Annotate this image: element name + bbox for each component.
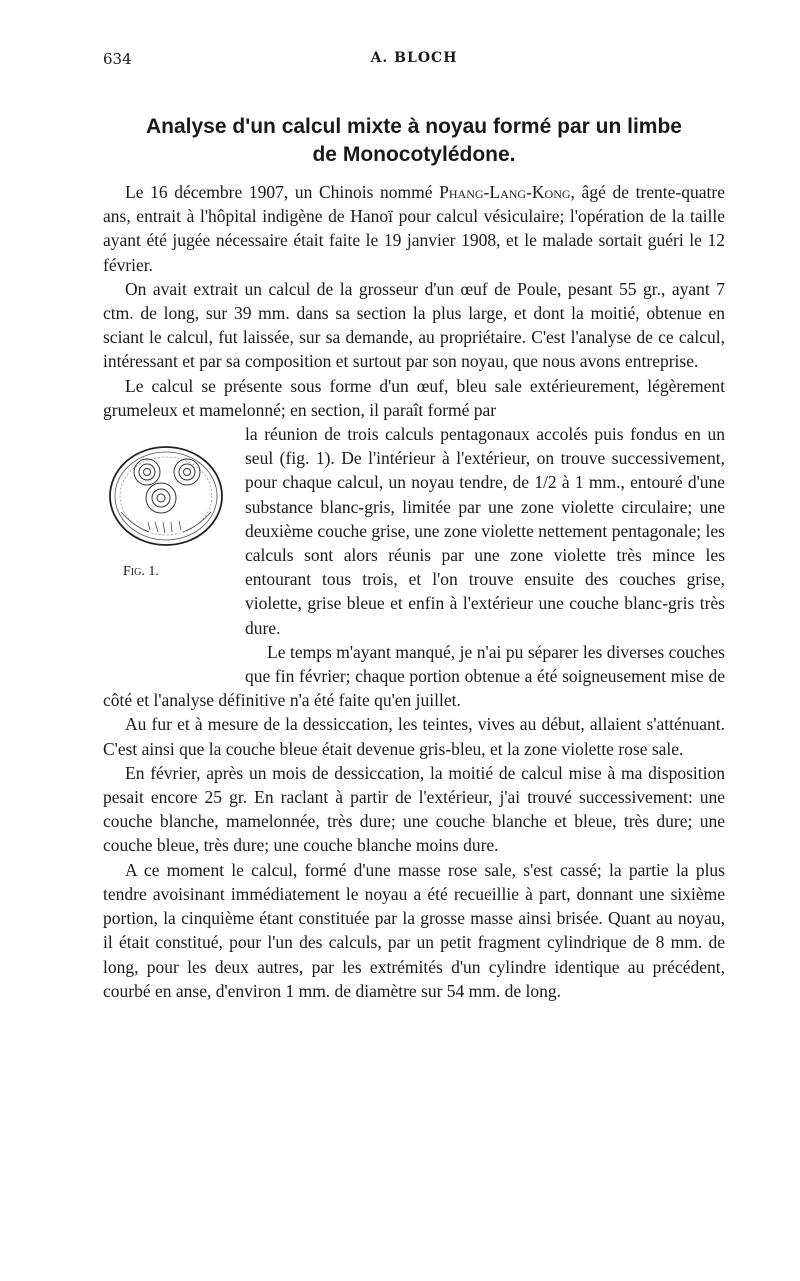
paragraph-5: Au fur et à mesure de la dessiccation, les teintes, vives au début, allaient s'atténuant. C'est ainsi que la couche bleue était devenue gris-bleu, et la zone violette rose sale. [103,714,725,759]
running-head: A. BLOCH [370,50,458,66]
figure-caption: Fig. 1. [123,564,159,580]
paragraph-3-start: Le calcul se présente sous forme d'un œuf, bleu sale extérieurement, légèrement grumeleux et mamelonné; en section, il paraît formé par [103,375,725,420]
title-line-2: de Monocotylédone. [312,143,516,166]
paragraph-2: On avait extrait un calcul de la grosseur d'un œuf de Poule, pesant 55 gr., ayant 7 ctm. de long, sur 39 mm. dans sa section la plus large, et dont la moitié, obtenue en sciant le calcul, fut laissée, sur sa demande, au propriétaire. C'est l'analyse de ce calcul, intéressant et par sa composition et surtout par son noyau, que nous avons entreprise. [103,278,725,372]
page-number: 634 [103,50,132,68]
paragraph-6: En février, après un mois de dessiccation, la moitié de calcul mise à ma disposition pesait encore 25 gr. En raclant à partir de l'extérieur, j'ai trouvé successivement: une couche blanche, mamelonnée, très dure; une couche blanche et bleue, très dure; une couche bleue, très dure; une couche blanche moins dure. [103,762,725,856]
paragraph-7: A ce moment le calcul, formé d'une masse rose sale, s'est cassé; la partie la plus tendre avoisinant immédiatement le noyau a été recueillie à part, donnant une sixième portion, la cinquième étant constituée par la grosse masse ainsi brisée. Quant au noyau, il était constitué, pour l'un des calculs, par un petit fragment cylindrique de 8 mm. de long, pour les deux autres, par les extrémités d'un cylindre identique au précédent, courbé en anse, d'environ 1 mm. de diamètre sur 54 mm. de long. [103,859,725,1001]
paragraph-1 [103,180,725,277]
paragraph-4: Le temps m'ayant manqué, je n'ai pu séparer les diverses couches que fin février; chaque portion obtenue a été soigneusement mise de côté et l'analyse définitive n'a été faite qu'en juillet. [103,641,725,711]
calculus-section-illustration [103,442,229,554]
title-line-1: Analyse d'un calcul mixte à noyau formé par un limbe [146,115,682,138]
figure-1 [95,428,235,678]
paragraph-1-end: , âgé de trente-quatre ans, entrait à l'hôpital indigène de Hanoï pour calcul vésiculaire; l'opération de la taille ayant été jugée nécessaire était faite le 19 janvier 1908, et le malade sortait guéri le 12 février. [103,182,725,275]
page-header [103,50,725,72]
paragraph-3-continued: la réunion de trois calculs pentagonaux accolés puis fondus en un seul (fig. 1). De l'intérieur à l'extérieur, on trouve successivement, pour chaque calcul, un noyau tendre, de 1/2 à 1 mm., entouré d'une substance blanc-gris, limitée par une zone violette circulaire; une deuxième couche grise, une zone violette nettement pentagonale; les calculs sont alors réunis par une zone violette très mince les entourant tous trois, et l'on trouve ensuite des couches grise, violette, grise bleue et enfin à l'extérieur une couche blanc-gris très dure. [245,424,725,638]
article-title [103,113,725,169]
patient-name: Phang-Lang-Kong [439,182,571,202]
paragraph-1-start: Le 16 décembre 1907, un Chinois nommé [125,182,440,202]
article-body [103,180,725,1003]
